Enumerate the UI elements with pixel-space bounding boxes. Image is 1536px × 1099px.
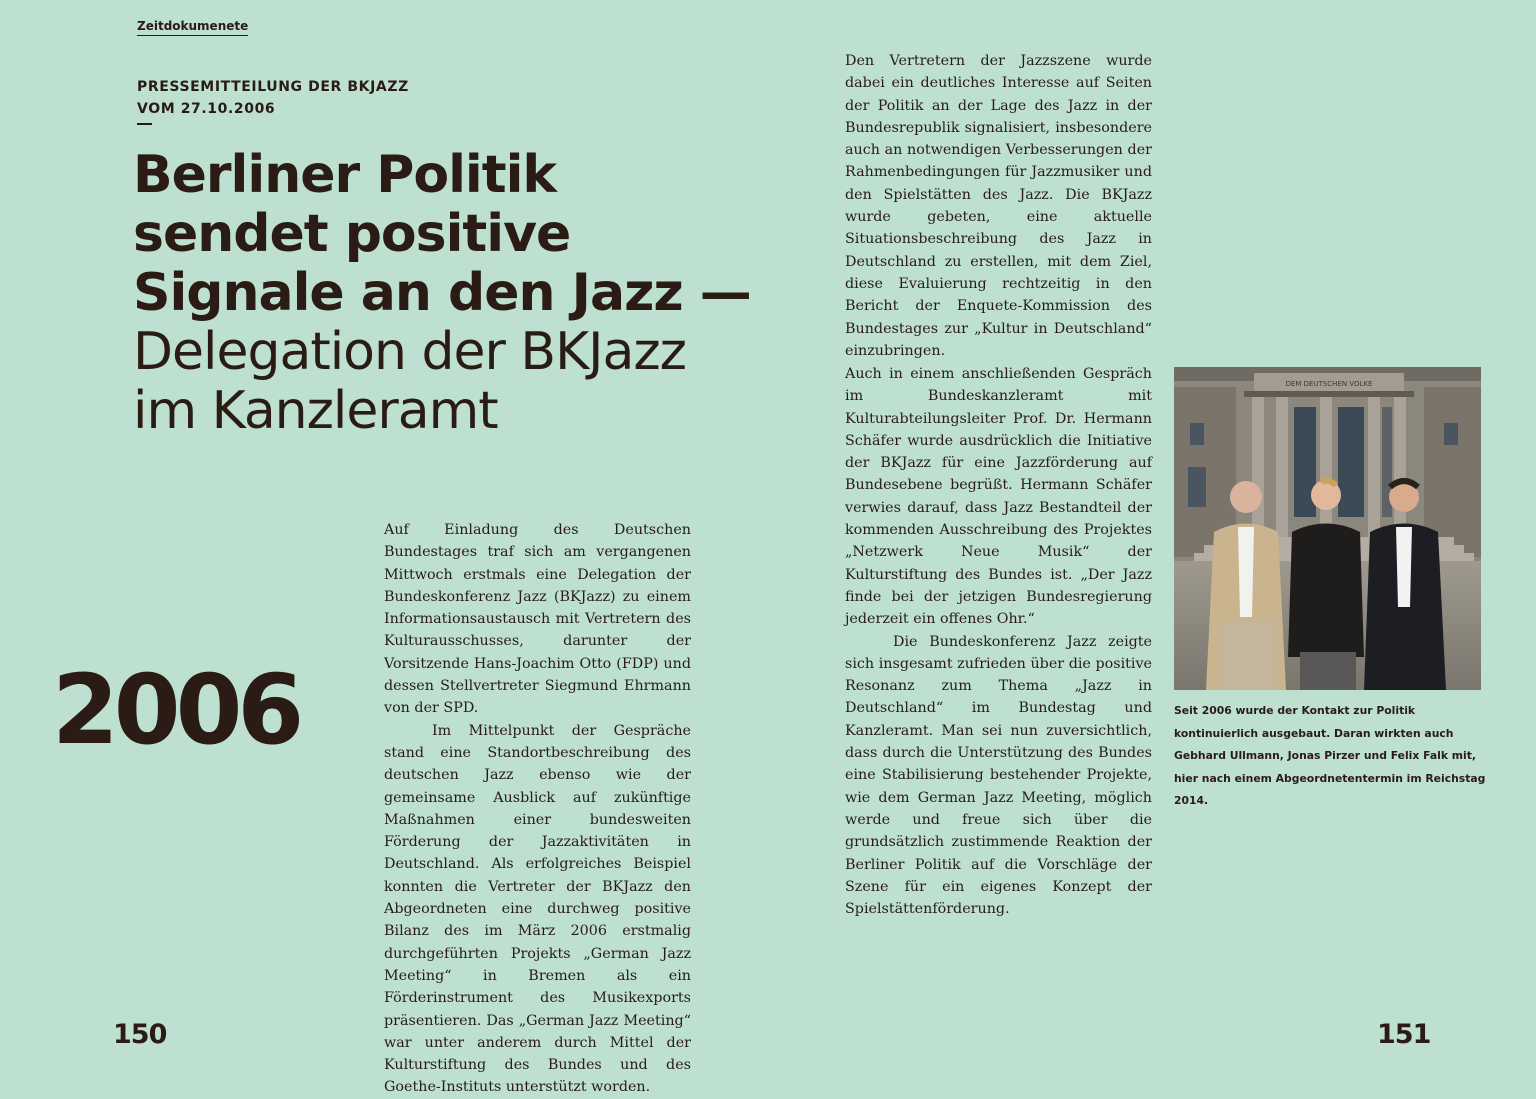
kicker-line-2: VOM 27.10.2006 <box>137 101 276 117</box>
paragraph: Im Mittelpunkt der Gespräche stand eine Standortbeschreibung des deutschen Jazz ebenso wie der gemeinsame Ausblick auf zukünftige Maßnahmen einer bundesweiten Förderung der Jazzaktivitäten in Deutschland. Als erfolgreiches Beispiel konnten die Vertreter der BKJazz den Abgeordneten eine durchweg positive Bilanz des im März 2006 erstmalig durchgeführten Projekts „German Jazz Meeting“ in Bremen als ein Förderinstrument des Musikexports präsentieren. Das „German Jazz Meeting“ war unter anderem durch Mittel der Kulturstiftung des Bundes und des Goethe-Instituts unterstützt worden. <box>384 722 691 1096</box>
photo-inscription: DEM DEUTSCHEN VOLKE <box>1285 380 1373 388</box>
headline <box>133 146 753 441</box>
page-number-left: 150 <box>113 1019 167 1050</box>
kicker-line-1: PRESSEMITTEILUNG DER BKJAZZ <box>137 79 409 95</box>
press-release-kicker <box>137 76 409 120</box>
reichstag-group-photo <box>1174 367 1481 690</box>
paragraph: Die Bundeskonferenz Jazz zeigte sich insgesamt zufrieden über die positive Resonanz zum Thema „Jazz in Deutschland“ im Bundestag und Kanzleramt. Man sei nun zuversichtlich, dass durch die Unterstützung des Bundes eine Stabilisierung bestehender Projekte, wie dem German Jazz Meeting, möglich werde und freue sich über die grundsätzlich zustimmende Reaktion der Berliner Politik auf die Vorschläge der Szene für ein eigenes Konzept der Spielstättenförderung. <box>845 633 1152 918</box>
article-column-right-top <box>845 50 1152 362</box>
article-column-right-bottom <box>845 363 1152 920</box>
headline-bold: Berliner Politik sendet positive Signale an den Jazz — <box>133 145 751 323</box>
kicker-dash <box>137 123 152 125</box>
page-number-right: 151 <box>1377 1019 1431 1050</box>
headline-light: Delegation der BKJazz im Kanzleramt <box>133 322 686 441</box>
paragraph: Auf Einladung des Deutschen Bundestages traf sich am vergangenen Mittwoch erstmals eine Delegation der Bundeskonferenz Jazz (BKJazz) zu einem Informationsaustausch mit Vertretern des Kulturausschusses, darunter der Vorsitzende Hans-Joachim Otto (FDP) und dessen Stellvertreter Siegmund Ehrmann von der SPD. <box>384 522 691 717</box>
paragraph: Auch in einem anschließenden Gespräch im Bundeskanzleramt mit Kulturabteilungsleiter Prof. Dr. Hermann Schäfer wurde ausdrücklich die Initiative der BKJazz für eine Jazzförderung auf Bundesebene begrüßt. Hermann Schäfer verwies darauf, dass Jazz Bestandteil der kommenden Ausschreibung des Projektes „Netzwerk Neue Musik“ der Kulturstiftung des Bundes ist. „Der Jazz finde bei der jetzigen Bundesregierung jederzeit ein offenes Ohr.“ <box>845 366 1152 628</box>
article-column-left <box>384 519 691 1099</box>
paragraph: Den Vertretern der Jazzszene wurde dabei ein deutliches Interesse auf Seiten der Politik an der Lage des Jazz in der Bundesrepublik signalisiert, insbesondere auch an notwendigen Verbesserungen der Rahmenbedingungen für Jazzmusiker und den Spielstätten des Jazz. Die BKJazz wurde gebeten, eine aktuelle Situationsbeschreibung des Jazz in Deutschland zu erstellen, mit dem Ziel, diese Evaluierung rechtzeitig in den Bericht der Enquete-Kommission des Bundestages zur „Kultur in Deutschland“ einzubringen. <box>845 53 1152 359</box>
photo-illustration <box>1174 367 1481 690</box>
section-tag: Zeitdokumenete <box>137 19 248 36</box>
photo-caption: Seit 2006 wurde der Kontakt zur Politik kontinuierlich ausgebaut. Daran wirkten auch Gebhard Ullmann, Jonas Pirzer und Felix Falk mit, hier nach einem Abgeordnetentermin im Reichstag 2014. <box>1174 704 1486 807</box>
year-display: 2006 <box>52 654 300 766</box>
